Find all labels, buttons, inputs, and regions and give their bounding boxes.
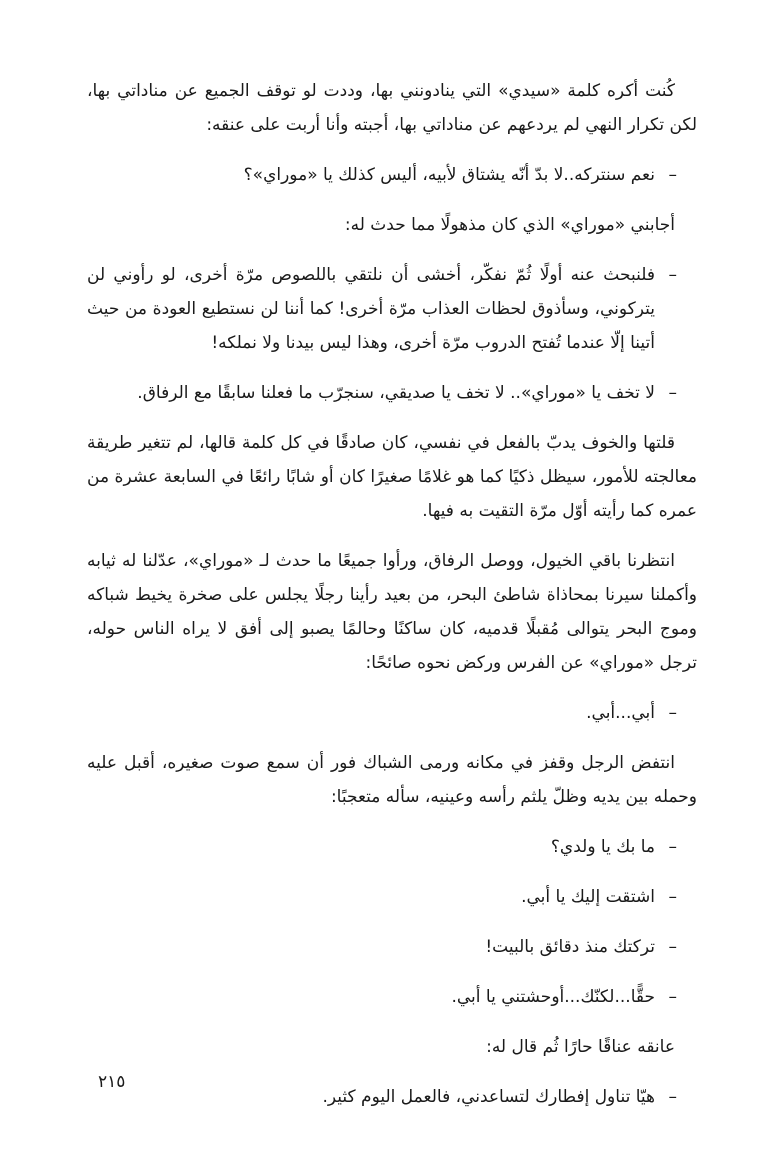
dialogue-dash: –: [668, 987, 677, 1007]
paragraph: انتفض الرجل وقفز في مكانه ورمى الشباك فور أن سمع صوت صغيره، أقبل عليه وحمله بين يديه وظلّ يلثم رأسه وعينيه، سأله متعجبًا:: [87, 753, 697, 807]
dialogue-dash: –: [668, 383, 677, 403]
dialogue-dash: –: [668, 837, 677, 857]
dialogue-text: حقًّا...لكنّك...أوحشتني يا أبي.: [451, 987, 655, 1007]
dialogue-dash: –: [668, 265, 677, 285]
page-body: [87, 74, 697, 1130]
page-number: ٢١٥: [98, 1072, 126, 1092]
dialogue-line: [87, 376, 697, 410]
dialogue-line: [87, 158, 697, 192]
dialogue-dash: –: [668, 1087, 677, 1107]
dialogue-dash: –: [668, 165, 677, 185]
dialogue-line: [87, 1080, 697, 1114]
paragraph: عانقه عناقًا حارًا ثُم قال له:: [486, 1037, 675, 1057]
dialogue-line: [87, 830, 697, 864]
paragraph: أجابني «موراي» الذي كان مذهولًا مما حدث له:: [344, 215, 675, 235]
dialogue-text: أبي...أبي.: [586, 703, 655, 723]
dialogue-dash: –: [668, 887, 677, 907]
dialogue-text: اشتقت إليك يا أبي.: [521, 887, 655, 907]
dialogue-text: لا تخف يا «موراي».. لا تخف يا صديقي، سنجرّب ما فعلنا سابقًا مع الرفاق.: [137, 383, 655, 403]
dialogue-text: فلنبحث عنه أولًا ثُمّ نفكّر، أخشى أن نلتقي باللصوص مرّة أخرى، لو رأوني لن يتركوني، وسأذوق لحظات العذاب مرّة أخرى! كما أننا لن نستطيع العودة من حيث أتينا إلّا عندما تُفتح الدروب مرّة أخرى، وهذا ليس بيدنا ولا نملكه!: [87, 265, 655, 353]
paragraph: كُنت أكره كلمة «سيدي» التي ينادونني بها، وددت لو توقف الجميع عن مناداتي بها، لكن تكرار النهي لم يردعهم عن مناداتي بها، أجبته وأنا أربت على عنقه:: [87, 81, 697, 135]
dialogue-line: [87, 696, 697, 730]
dialogue-line: [87, 930, 697, 964]
dialogue-line: [87, 880, 697, 914]
dialogue-text: ما بك يا ولدي؟: [550, 837, 655, 857]
dialogue-dash: –: [668, 703, 677, 723]
dialogue-line: [87, 258, 697, 360]
dialogue-text: تركتك منذ دقائق بالبيت!: [485, 937, 655, 957]
paragraph: قلتها والخوف يدبّ بالفعل في نفسي، كان صادقًا في كل كلمة قالها، لم تتغير طريقة معالجته للأمور، سيظل ذكيًا كما هو غلامًا صغيرًا كان أو شابًا رائعًا في السابعة عشرة من عمره كما رأيته أوّل مرّة التقيت به فيها.: [87, 433, 697, 521]
dialogue-line: [87, 980, 697, 1014]
dialogue-text: نعم سنتركه..لا بدّ أنّه يشتاق لأبيه، أليس كذلك يا «موراي»؟: [243, 165, 655, 185]
dialogue-text: هيّا تناول إفطارك لتساعدني، فالعمل اليوم كثير.: [322, 1087, 655, 1107]
paragraph: انتظرنا باقي الخيول، ووصل الرفاق، ورأوا جميعًا ما حدث لـ «موراي»، عدّلنا له ثيابه وأكملنا سيرنا بمحاذاة شاطئ البحر، من بعيد رأينا رجلًا يجلس على صخرة يخيط شباكه وموج البحر يتوالى مُقبلًا قدميه، كان ساكنًا وحالمًا يصبو إلى أفق لا يراه الناس حوله، ترجل «موراي» عن الفرس وركض نحوه صائحًا:: [87, 551, 697, 673]
dialogue-dash: –: [668, 937, 677, 957]
